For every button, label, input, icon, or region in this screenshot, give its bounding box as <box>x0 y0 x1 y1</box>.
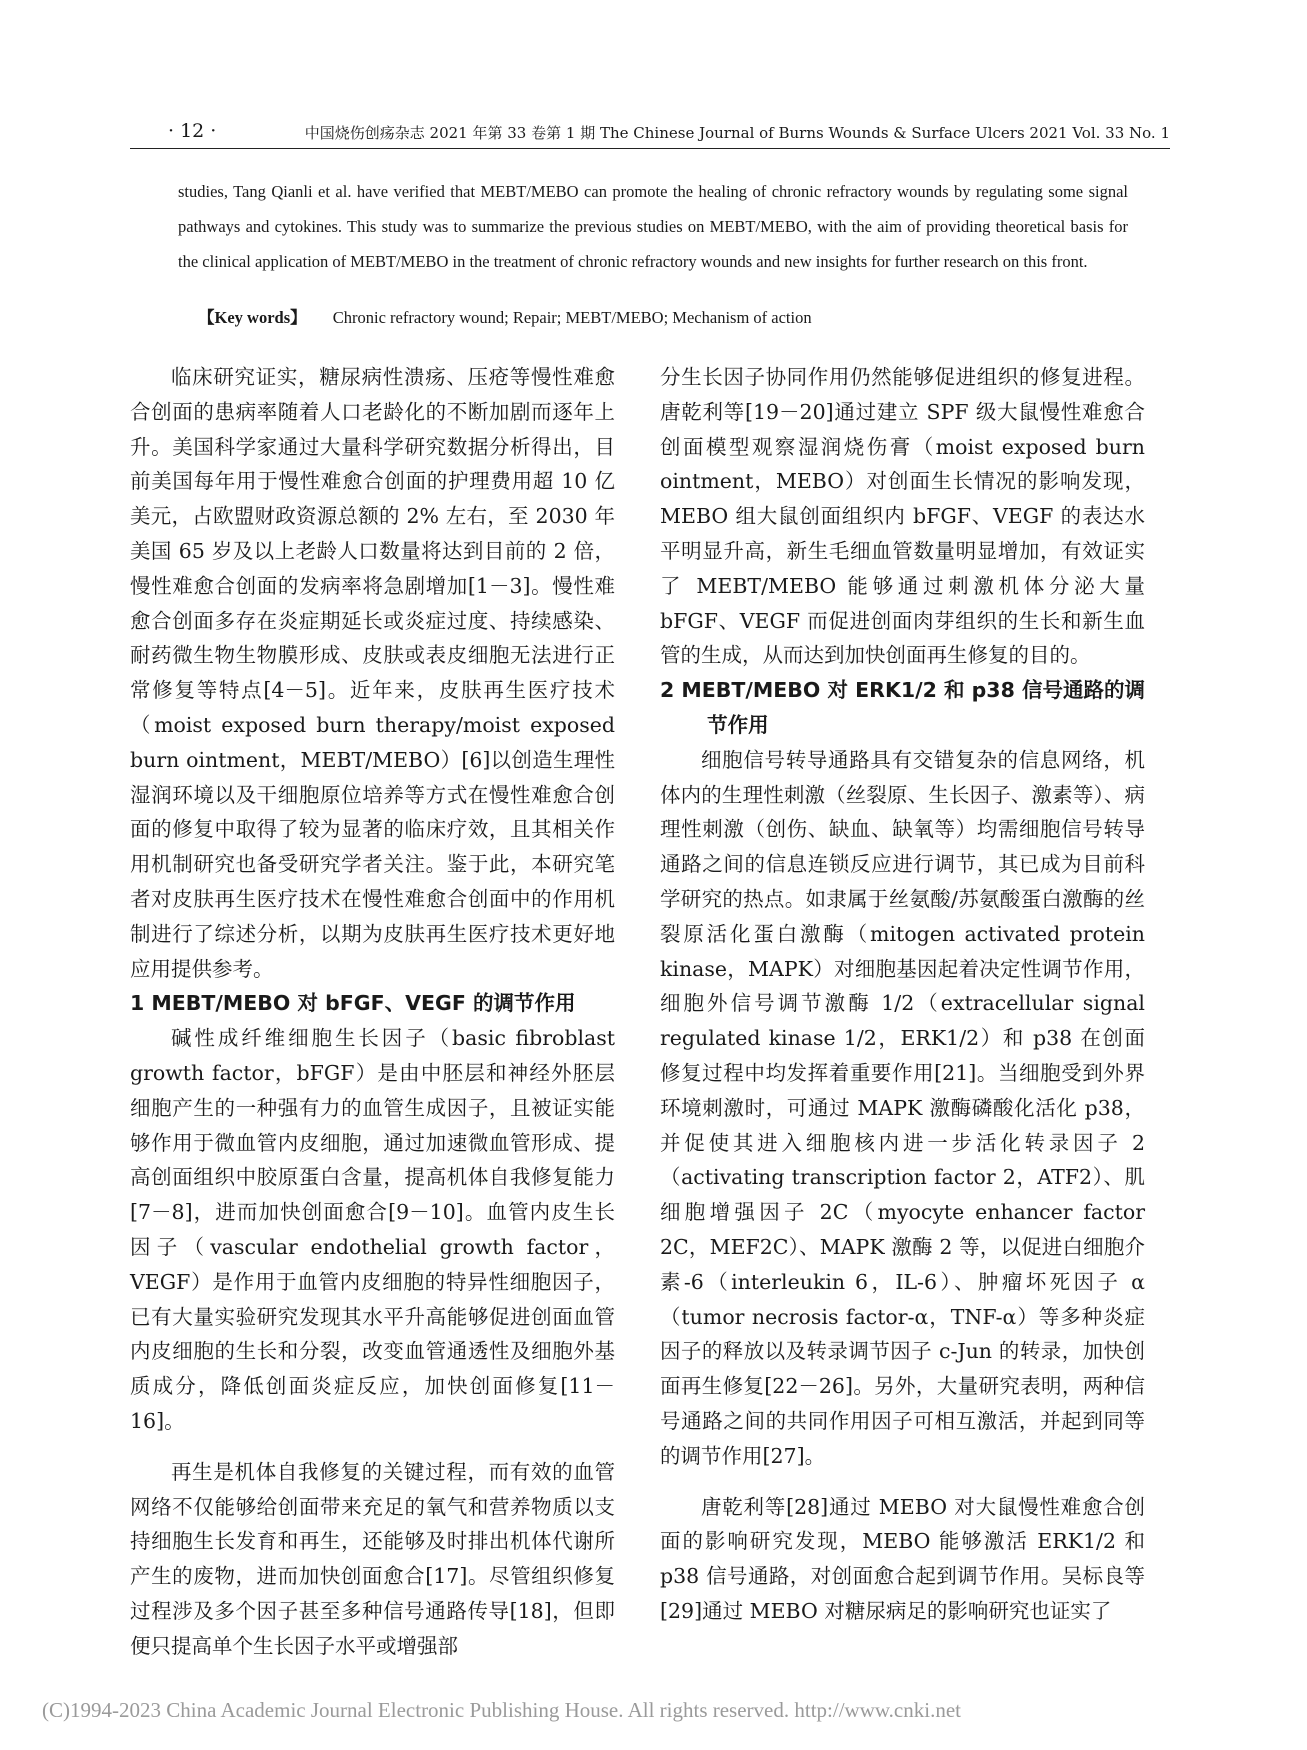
section-1-heading: 1 MEBT/MEBO 对 bFGF、VEGF 的调节作用 <box>130 991 576 1016</box>
keywords-label: 【Key words】 <box>198 308 307 327</box>
abstract-continuation <box>178 174 1128 279</box>
continued-paragraph: 分生长因子协同作用仍然能够促进组织的修复进程。唐乾利等[19－20]通过建立 SPF 级大鼠慢性难愈合创面模型观察湿润烧伤膏（moist exposed burn ointment，MEBO）对创面生长情况的影响发现，MEBO 组大鼠创面组织内 bFGF、VEGF 的表达水平明显升高，新生毛细血管数量明显增加，有效证实了 MEBT/MEBO 能够通过刺激机体分泌大量 bFGF、VEGF 而促进创面肉芽组织的生长和新生血管的生成，从而达到加快创面再生修复的目的。 <box>660 365 1145 668</box>
section-2-paragraph-2: 唐乾利等[28]通过 MEBO 对大鼠慢性难愈合创面的影响研究发现，MEBO 能够激活 ERK1/2 和 p38 信号通路，对创面愈合起到调节作用。吴标良等[29]通过 MEBO 对糖尿病足的影响研究也证实了 <box>660 1494 1145 1623</box>
keywords-text: Chronic refractory wound; Repair; MEBT/MEBO; Mechanism of action <box>332 308 812 327</box>
abstract-text: studies, Tang Qianli et al. have verified that MEBT/MEBO can promote the healing of chronic refractory wounds by regulating some signal pathways and cytokines. This study was to summarize the previous studies on MEBT/MEBO, with the aim of providing theoretical basis for the clinical application of MEBT/MEBO in the treatment of chronic refractory wounds and new insights for further research on this front. <box>178 182 1128 271</box>
copyright-footer: (C)1994-2023 China Academic Journal Electronic Publishing House. All rights reserved. http://www.cnki.net <box>42 1698 961 1722</box>
section-1-paragraph-1: 碱性成纤维细胞生长因子（basic fibroblast growth factor，bFGF）是由中胚层和神经外胚层细胞产生的一种强有力的血管生成因子，且被证实能够作用于微血管内皮细胞，通过加速微血管形成、提高创面组织中胶原蛋白含量，提高机体自我修复能力[7－8]，进而加快创面愈合[9－10]。血管内皮生长因子（vascular endothelial growth factor，VEGF）是作用于血管内皮细胞的特异性细胞因子，已有大量实验研究发现其水平升高能够促进创面血管内皮细胞的生长和分裂，改变血管通透性及细胞外基质成分，降低创面炎症反应，加快创面修复[11－16]。 <box>130 1026 615 1433</box>
keywords <box>198 304 1128 328</box>
left-column <box>130 360 615 1663</box>
page-number: · 12 · <box>168 120 217 142</box>
section-1-paragraph-2: 再生是机体自我修复的关键过程，而有效的血管网络不仅能够给创面带来充足的氧气和营养物质以支持细胞生长发育和再生，还能够及时排出机体代谢所产生的废物，进而加快创面愈合[17]。尽管组织修复过程涉及多个因子甚至多种信号通路传导[18]，但即便只提高单个生长因子水平或增强部 <box>130 1459 615 1658</box>
intro-paragraph: 临床研究证实，糖尿病性溃疡、压疮等慢性难愈合创面的患病率随着人口老龄化的不断加剧而逐年上升。美国科学家通过大量科学研究数据分析得出，目前美国每年用于慢性难愈合创面的护理费用超 10 亿美元，占欧盟财政资源总额的 2% 左右，至 2030 年美国 65 岁及以上老龄人口数量将达到目前的 2 倍，慢性难愈合创面的发病率将急剧增加[1－3]。慢性难愈合创面多存在炎症期延长或炎症过度、持续感染、耐药微生物生物膜形成、皮肤或表皮细胞无法进行正常修复等特点[4－5]。近年来，皮肤再生医疗技术（moist exposed burn therapy/moist exposed burn ointment，MEBT/MEBO）[6]以创造生理性湿润环境以及干细胞原位培养等方式在慢性难愈合创面的修复中取得了较为显著的临床疗效，且其相关作用机制研究也备受研究学者关注。鉴于此，本研究笔者对皮肤再生医疗技术在慢性难愈合创面中的作用机制进行了综述分析，以期为皮肤再生医疗技术更好地应用提供参考。 <box>130 365 615 981</box>
section-2-heading: 2 MEBT/MEBO 对 ERK1/2 和 p38 信号通路的调节作用 <box>660 678 1145 737</box>
journal-citation: 中国烧伤创疡杂志 2021 年第 33 卷第 1 期 The Chinese Journal of Burns Wounds & Surface Ulcers 2021 Vol. 33 No. 1 <box>304 124 1170 142</box>
running-header <box>130 120 1170 149</box>
section-2-paragraph-1: 细胞信号转导通路具有交错复杂的信息网络，机体内的生理性刺激（丝裂原、生长因子、激素等）、病理性刺激（创伤、缺血、缺氧等）均需细胞信号转导通路之间的信息连锁反应进行调节，其已成为目前科学研究的热点。如隶属于丝氨酸/苏氨酸蛋白激酶的丝裂原活化蛋白激酶（mitogen activated protein kinase，MAPK）对细胞基因起着决定性调节作用，细胞外信号调节激酶 1/2（extracellular signal regulated kinase 1/2，ERK1/2）和 p38 在创面修复过程中均发挥着重要作用[21]。当细胞受到外界环境刺激时，可通过 MAPK 激酶磷酸化活化 p38，并促使其进入细胞核内进一步活化转录因子 2（activating transcription factor 2，ATF2）、肌细胞增强因子 2C（myocyte enhancer factor 2C，MEF2C）、MAPK 激酶 2 等，以促进白细胞介素-6（interleukin 6，IL-6）、肿瘤坏死因子 α（tumor necrosis factor-α，TNF-α）等多种炎症因子的释放以及转录调节因子 c-Jun 的转录，加快创面再生修复[22－26]。另外，大量研究表明，两种信号通路之间的共同作用因子可相互激活，并起到同等的调节作用[27]。 <box>660 747 1145 1468</box>
right-column <box>660 360 1145 1629</box>
